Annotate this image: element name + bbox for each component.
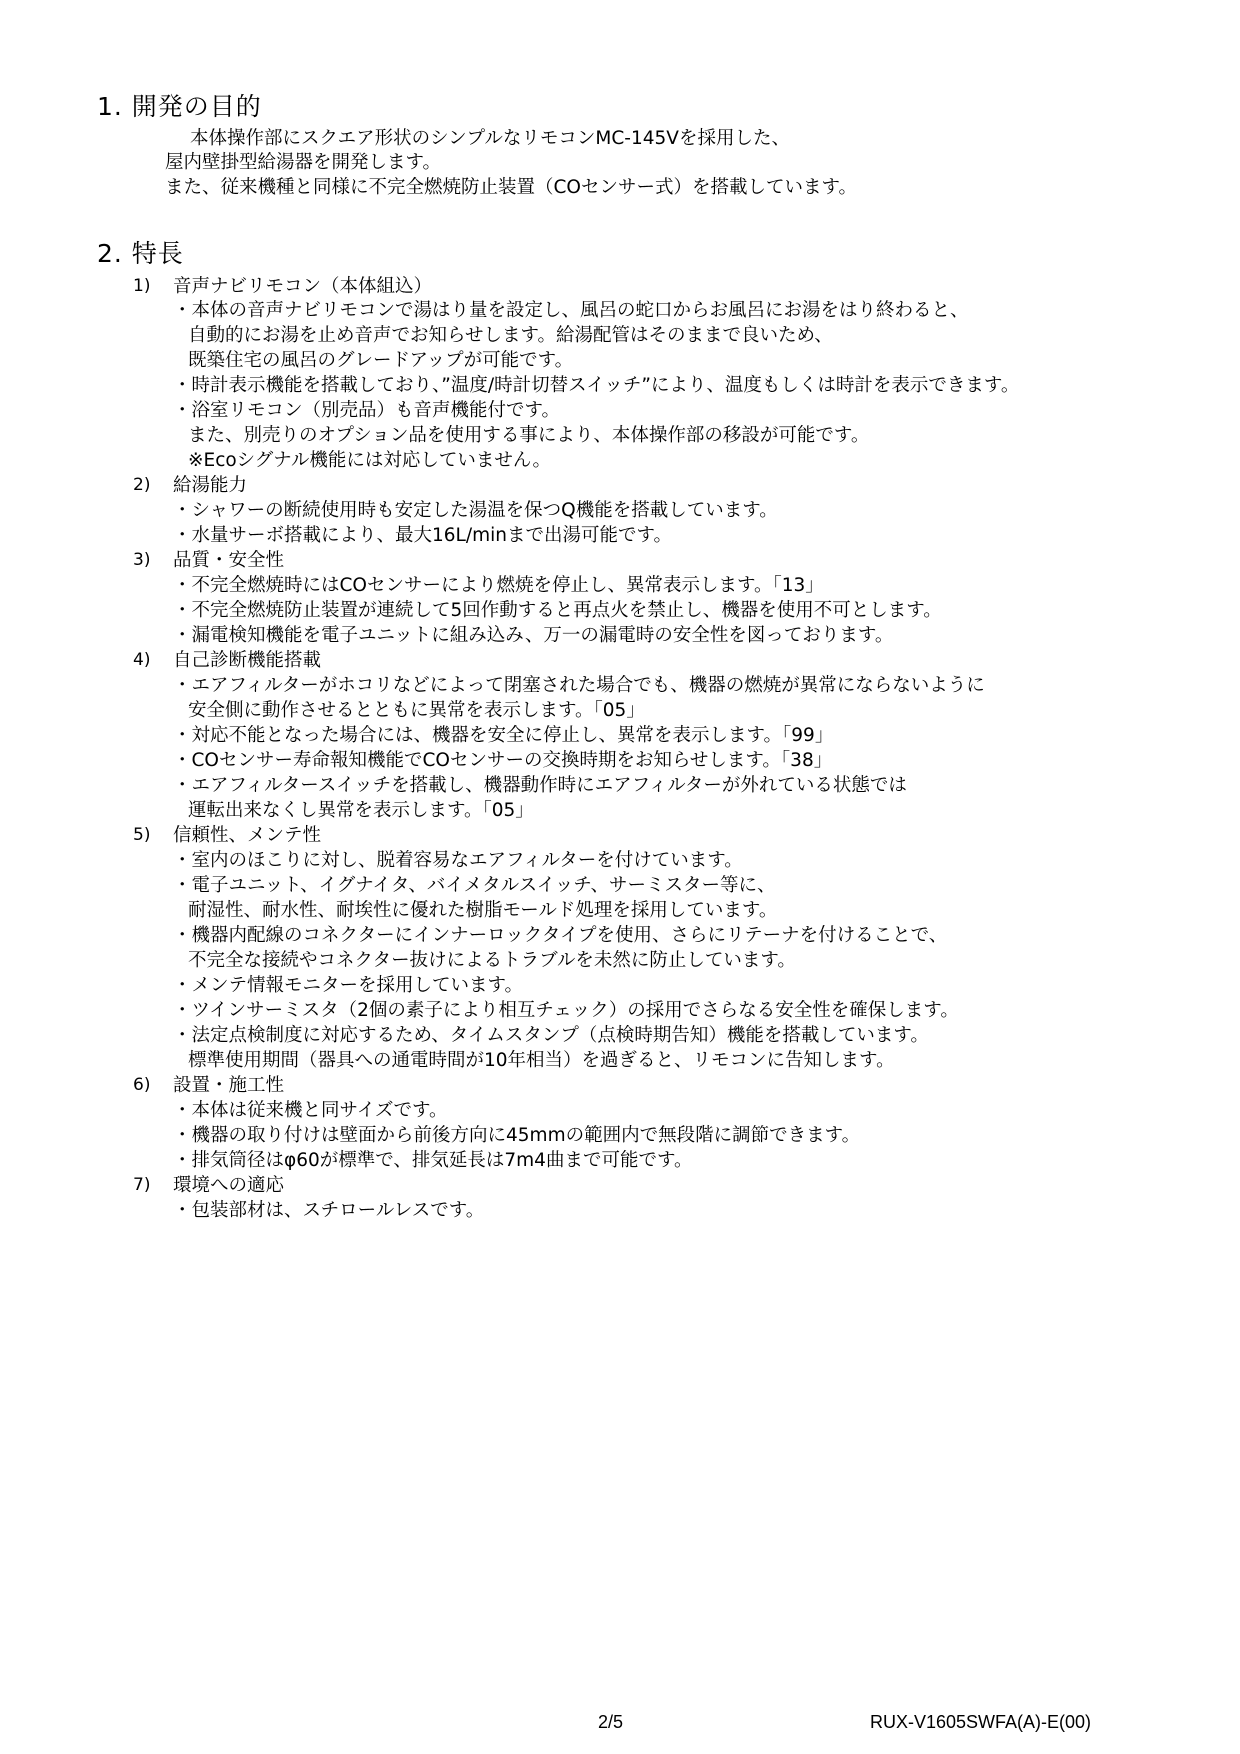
item-line: ・エアフィルターがホコリなどによって閉塞された場合でも、機器の燃焼が異常にならないように [173,675,985,696]
item-number: 6) [133,1075,151,1095]
item-line: ・排気筒径はφ60が標準で、排気延長は7m4曲まで可能です。 [173,1150,693,1171]
item-line: ・法定点検制度に対応するため、タイムスタンプ（点検時期告知）機能を搭載しています。 [173,1025,929,1046]
item-line: また、別売りのオプション品を使用する事により、本体操作部の移設が可能です。 [188,425,870,446]
item-line: ・時計表示機能を搭載しており、”温度/時計切替スイッチ”により、温度もしくは時計を表示できます。 [173,375,1020,396]
item-line: ・室内のほこりに対し、脱着容易なエアフィルターを付けています。 [173,850,743,871]
item-number: 3) [133,550,151,570]
item-number: 7) [133,1175,151,1195]
item-line: ・不完全燃焼時にはCOセンサーにより燃焼を停止し、異常表示します。「13」 [173,575,824,596]
item-line: ・漏電検知機能を電子ユニットに組み込み、万一の漏電時の安全性を図っております。 [173,625,894,646]
item-line: ・メンテ情報モニターを採用しています。 [173,975,524,996]
item-line: ・エアフィルタースイッチを搭載し、機器動作時にエアフィルターが外れている状態では [173,775,907,796]
item-title: 設置・施工性 [173,1075,285,1096]
item-line: ・浴室リモコン（別売品）も音声機能付です。 [173,400,561,421]
section-1-title: 1. 開発の目的 [97,92,262,121]
item-line: ・水量サーボ搭載により、最大16L/minまで出湯可能です。 [173,525,672,546]
item-line: ・電子ユニット、イグナイタ、バイメタルスイッチ、サーミスター等に、 [173,875,776,896]
section-1-line: 屋内壁掛型給湯器を開発します。 [165,152,442,173]
item-line: ・機器の取り付けは壁面から前後方向に45mmの範囲内で無段階に調節できます。 [173,1125,861,1146]
item-line: 安全側に動作させるとともに異常を表示します。「05」 [188,700,645,721]
item-line: ・シャワーの断続使用時も安定した湯温を保つQ機能を搭載しています。 [173,500,778,521]
item-line: 不完全な接続やコネクター抜けによるトラブルを未然に防止しています。 [188,950,796,971]
item-line: ・機器内配線のコネクターにインナーロックタイプを使用、さらにリテーナを付けることで、 [173,925,948,946]
item-line: 既築住宅の風呂のグレードアップが可能です。 [188,350,574,371]
item-title: 品質・安全性 [173,550,285,571]
item-title: 自己診断機能搭載 [173,650,322,671]
item-line: 運転出来なくし異常を表示します。「05」 [188,800,534,821]
item-line: ・ツインサーミスタ（2個の素子により相互チェック）の採用でさらなる安全性を確保します。 [173,1000,959,1021]
item-title: 給湯能力 [173,475,248,496]
item-number: 2) [133,475,151,495]
item-line: ・本体の音声ナビリモコンで湯はり量を設定し、風呂の蛇口からお風呂にお湯をはり終わると、 [173,300,969,321]
item-line: ・不完全燃焼防止装置が連続して5回作動すると再点火を禁止し、機器を使用不可とします。 [173,600,942,621]
item-number: 4) [133,650,151,670]
item-title: 音声ナビリモコン（本体組込） [173,276,433,297]
item-number: 1) [133,276,151,296]
item-line: ・本体は従来機と同サイズです。 [173,1100,448,1121]
item-title: 環境への適応 [173,1175,285,1196]
page-number: 2/5 [598,1712,624,1732]
item-line: 自動的にお湯を止め音声でお知らせします。給湯配管はそのままで良いため、 [188,325,833,346]
document-id: RUX-V1605SWFA(A)-E(00) [870,1712,1092,1732]
item-line: ・対応不能となった場合には、機器を安全に停止し、異常を表示します。「99」 [173,725,834,746]
item-line: 耐湿性、耐水性、耐埃性に優れた樹脂モールド処理を採用しています。 [188,900,778,921]
item-line: 標準使用期間（器具への通電時間が10年相当）を過ぎると、リモコンに告知します。 [188,1050,895,1071]
item-line: ※Ecoシグナル機能には対応していません。 [188,450,551,471]
item-title: 信頼性、メンテ性 [173,825,322,846]
item-line: ・COセンサー寿命報知機能でCOセンサーの交換時期をお知らせします。「38」 [173,750,833,771]
item-number: 5) [133,825,151,845]
section-1-line: 本体操作部にスクエア形状のシンプルなリモコンMC-145Vを採用した、 [190,128,790,149]
item-line: ・包装部材は、スチロールレスです。 [173,1200,485,1221]
section-1-line: また、従来機種と同様に不完全燃焼防止装置（COセンサー式）を搭載しています。 [165,177,858,198]
section-2-title: 2. 特長 [97,239,184,268]
